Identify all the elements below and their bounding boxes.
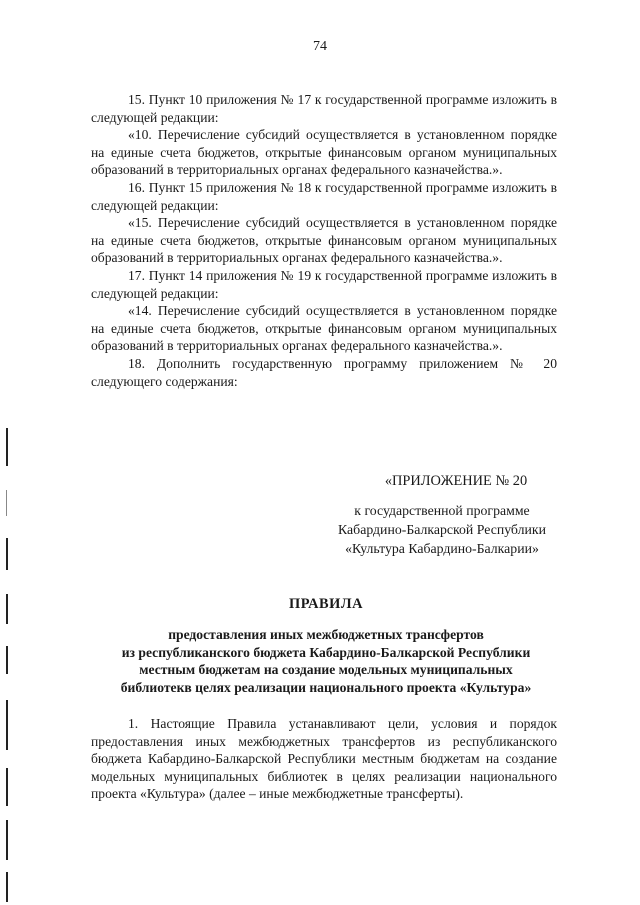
rules-title: ПРАВИЛА xyxy=(289,596,363,612)
appendix-line: «Культура Кабардино-Балкарии» xyxy=(345,541,539,556)
appendix-title: «ПРИЛОЖЕНИЕ № 20 xyxy=(384,473,528,489)
scan-margin-mark xyxy=(6,820,8,860)
amendment-paragraph: 16. Пункт 15 приложения № 18 к государственной программе изложить в следующей редакции: xyxy=(91,179,557,213)
amendment-paragraph: 17. Пункт 14 приложения № 19 к государственной программе изложить в следующей редакции: xyxy=(91,267,557,301)
scan-margin-mark xyxy=(6,646,8,674)
amendment-paragraph: 15. Пункт 10 приложения № 17 к государственной программе изложить в следующей редакции: xyxy=(91,92,557,125)
amendment-paragraph: «15. Перечисление субсидий осуществляется в установленном порядке на единые счета бюджетов, открытые финансовым органом муниципальных образований в территориальных органах федерального казначейства.». xyxy=(91,215,557,266)
rules-subtitle-line: местным бюджетам на создание модельных муниципальных xyxy=(139,662,513,678)
page-number: 74 xyxy=(313,39,327,54)
appendix-line: к государственной программе xyxy=(354,503,530,518)
amendment-paragraph: «10. Перечисление субсидий осуществляется в установленном порядке на единые счета бюджетов, открытые финансовым органом муниципальных образований в территориальных органах федерального казначейства.». xyxy=(91,127,557,178)
scan-margin-mark xyxy=(6,872,8,902)
rules-subtitle-line: из республиканского бюджета Кабардино-Балкарской Республики xyxy=(121,644,531,660)
scan-margin-mark xyxy=(6,594,8,624)
scan-margin-mark xyxy=(6,768,8,806)
amendment-paragraph: 18. Дополнить государственную программу приложением № 20 следующего содержания: xyxy=(91,355,557,389)
scan-margin-mark xyxy=(6,428,8,466)
rules-body xyxy=(91,715,557,803)
scan-margin-mark xyxy=(6,490,7,516)
amendments-section xyxy=(91,91,557,390)
appendix-header xyxy=(322,472,562,558)
scan-margin-mark xyxy=(6,700,8,750)
appendix-line: Кабардино-Балкарской Республики xyxy=(338,522,546,537)
scan-margin-mark xyxy=(6,538,8,570)
rules-subtitle-line: предоставления иных межбюджетных трансфертов xyxy=(168,627,484,642)
rules-subtitle-line: библиотекв целях реализации национального проекта «Культура» xyxy=(120,679,532,695)
amendment-paragraph: «14. Перечисление субсидий осуществляется в установленном порядке на единые счета бюджетов, открытые финансовым органом муниципальных образований в территориальных органах федерального казначейства.». xyxy=(91,303,557,354)
rules-paragraph: 1. Настоящие Правила устанавливают цели, условия и порядок предоставления иных межбюджетных трансфертов из республиканского бюджета Кабардино-Балкарской Республики местным бюджетам на создание модельных муниципальных библиотек в целях реализации национального проекта «Культура» (далее – иные межбюджетные трансферты). xyxy=(91,716,557,802)
rules-subtitle xyxy=(91,626,561,696)
